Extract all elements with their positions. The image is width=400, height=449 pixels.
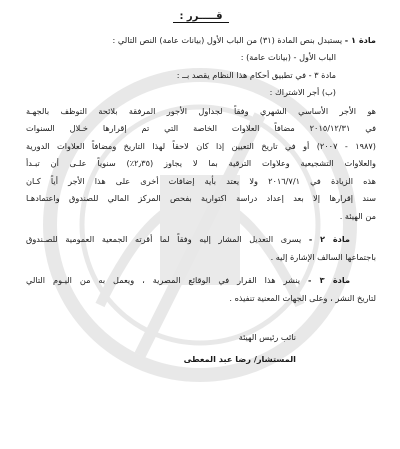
signatory-role: نائب رئيس الهيئة — [238, 332, 296, 342]
article-1-label: مادة ١ - — [344, 34, 376, 45]
article-3-label: مادة ٣ - — [308, 275, 351, 285]
article-1-text: يستبدل بنص المادة (٣١) من الباب الأول (بيانات عامة) النص التالي : — [112, 34, 343, 45]
decree-body — [26, 8, 376, 368]
paragraph-line: (١٩٨٧ - ٢٠٠٧) أو في تاريخ التعيين إذا كان لاحقاً لهذا التاريخ ومضافاً العلاوات الدورية — [26, 140, 376, 151]
article-2-label: مادة ٢ - — [308, 234, 350, 244]
article-2-line1: يسرى التعديل المشار إليه وفقاً لما أقرته الجمعية العمومية للصـندوق — [26, 234, 302, 244]
paragraph-line: هو الأجر الأساسي الشهري وفقاً لجداول الأجور المرفقة بلائحة التوظف بالجهـة — [26, 105, 376, 116]
paragraph-line: والعلاوات التشجيعية وعلاوات الترقية بما لا يجاوز (٢٫٣٥٪) سنوياً علـى أن تبـدأ — [26, 158, 376, 168]
definition-paragraph — [26, 103, 376, 226]
article-1 — [26, 32, 376, 50]
paragraph-line: من الهيئة . — [339, 210, 376, 221]
item-b-heading: (ب) أجر الاشتراك : — [269, 87, 336, 97]
article-3-definitions: مادة ٣ - في تطبيق أحكام هذا النظام يقصد بــ : — [176, 69, 336, 80]
chapter-heading: الباب الأول - (بيانات عامة) : — [240, 52, 336, 62]
article-2 — [26, 231, 376, 249]
paragraph-line: سند إقرارها إلا بعد إعداد دراسة اكتوارية بفحص المركز المالي للصندوق واعتمادهـا — [26, 193, 376, 203]
article-2-line2: باجتماعها السالف الإشارة إليه . — [270, 251, 376, 262]
decree-title: قـــــرر : — [26, 8, 376, 26]
signature-block — [26, 329, 376, 368]
article-3-line1: ينشر هذا القرار في الوقائع المصرية ، ويعمل به من اليـوم التالي — [26, 275, 301, 285]
article-3 — [26, 272, 376, 290]
paragraph-line: هذه الزيادة في ٢٠١٦/٧/١ ولا يعتد بأية إضافات أخرى على هذا الأجر أياً كـان — [26, 175, 376, 186]
signatory-name: المستشار/ رضا عبد المعطى — [183, 353, 296, 364]
paragraph-line: في ٢٠١٥/١٢/٣١ مضافاً العلاوات الخاصة التي تم إقرارها خـلال السنوات — [26, 123, 376, 133]
article-3-line2: لتاريخ النشر ، وعلى الجهات المعنية تنفيذه . — [229, 292, 376, 303]
